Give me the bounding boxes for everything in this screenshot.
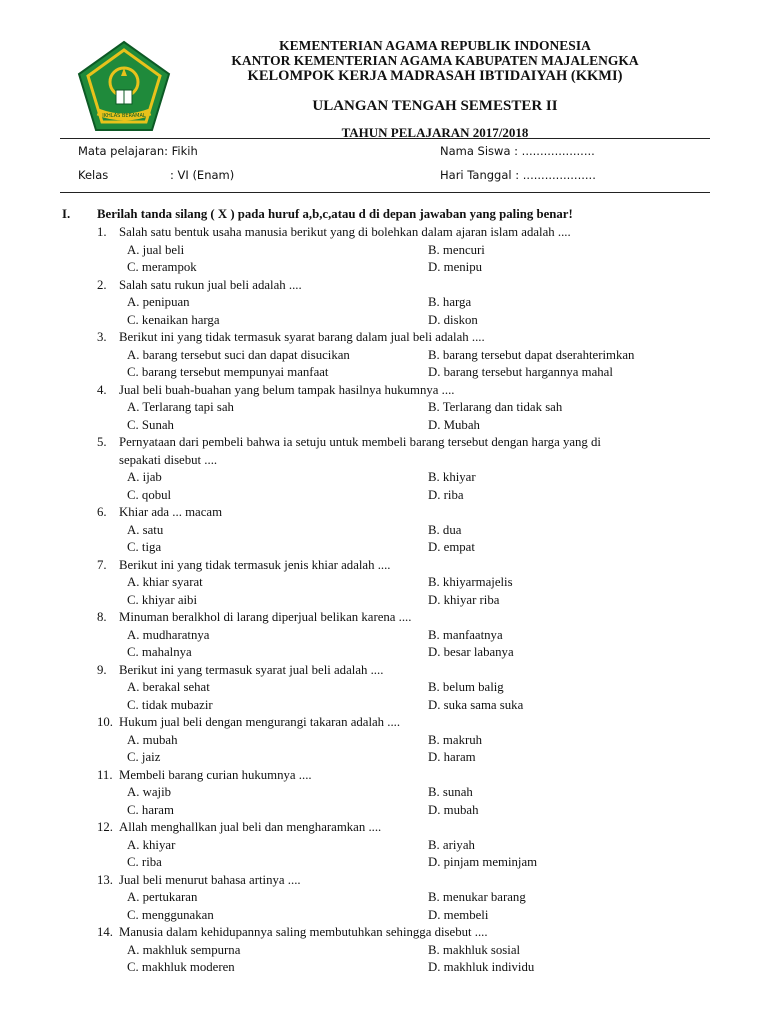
option-a[interactable]: A. pertukaran: [127, 890, 198, 904]
question-text: Jual beli menurut bahasa artinya ....: [119, 872, 301, 887]
class-label: Kelas: [78, 168, 109, 182]
class-value: : VI (Enam): [170, 168, 235, 182]
option-c[interactable]: C. tiga: [127, 540, 162, 554]
option-d[interactable]: D. besar labanya: [428, 645, 514, 659]
question-number: 7.: [97, 557, 107, 572]
option-row: [62, 854, 702, 872]
question-number: 6.: [97, 505, 107, 519]
option-row: [62, 889, 702, 907]
option-a[interactable]: A. penipuan: [127, 295, 190, 309]
option-c[interactable]: C. Sunah: [127, 417, 174, 432]
option-b[interactable]: B. manfaatnya: [428, 627, 503, 642]
academic-year: TAHUN PELAJARAN 2017/2018: [341, 125, 529, 140]
option-row: [62, 364, 702, 382]
question-number: 14.: [97, 925, 113, 939]
letterhead: [150, 38, 720, 141]
question-item: [62, 224, 702, 277]
option-d[interactable]: D. diskon: [428, 312, 478, 327]
question-text: Berikut ini yang tidak termasuk jenis khiar adalah ....: [119, 557, 391, 572]
header-line-1: KEMENTERIAN AGAMA REPUBLIK INDONESIA: [279, 38, 591, 53]
option-b[interactable]: B. belum balig: [428, 680, 504, 694]
option-d[interactable]: D. mubah: [428, 802, 479, 817]
question-text: Manusia dalam kehidupannya saling membutuhkan sehingga disebut ....: [119, 925, 488, 939]
question-item: [62, 714, 702, 767]
option-row: [62, 522, 702, 540]
option-b[interactable]: B. dua: [428, 522, 462, 537]
question-text: Berikut ini yang tidak termasuk syarat barang dalam jual beli adalah ....: [119, 330, 485, 344]
option-row: [62, 697, 702, 715]
student-name-field: Nama Siswa : ....................: [440, 144, 595, 158]
option-row: [62, 592, 702, 610]
question-number: 4.: [97, 382, 107, 397]
option-row: [62, 347, 702, 365]
question-item: [62, 434, 702, 504]
option-a[interactable]: A. khiyar: [127, 837, 176, 852]
option-row: [62, 802, 702, 820]
section-instruction: Berilah tanda silang ( X ) pada huruf a,b,c,atau d di depan jawaban yang paling benar!: [97, 207, 573, 221]
option-b[interactable]: B. barang tersebut dapat dserahterimkan: [428, 347, 635, 362]
option-row: [62, 259, 702, 277]
subject-field: Mata pelajaran: Fikih: [78, 144, 198, 158]
option-a[interactable]: A. jual beli: [127, 242, 185, 257]
question-item: [62, 662, 702, 715]
question-text-continued: sepakati disebut ....: [119, 452, 218, 467]
option-d[interactable]: D. Mubah: [428, 417, 480, 432]
option-row: [62, 242, 702, 260]
option-c[interactable]: C. makhluk moderen: [127, 960, 235, 974]
option-a[interactable]: A. makhluk sempurna: [127, 942, 241, 957]
question-text: Berikut ini yang termasuk syarat jual beli adalah ....: [119, 662, 384, 677]
question-text: Minuman beralkhol di larang diperjual belikan karena ....: [119, 610, 412, 624]
option-c[interactable]: C. qobul: [127, 487, 172, 502]
option-d[interactable]: D. khiyar riba: [428, 592, 500, 607]
question-number: 3.: [97, 330, 107, 344]
option-d[interactable]: D. barang tersebut hargannya mahal: [428, 365, 613, 379]
option-b[interactable]: B. sunah: [428, 785, 473, 799]
question-number: 10.: [97, 715, 113, 729]
question-text: Salah satu bentuk usaha manusia berikut yang di bolehkan dalam ajaran islam adalah ....: [119, 225, 571, 239]
option-d[interactable]: D. membeli: [428, 907, 489, 922]
option-c[interactable]: C. riba: [127, 855, 162, 869]
option-a[interactable]: A. berakal sehat: [127, 680, 210, 694]
option-c[interactable]: C. khiyar aibi: [127, 592, 198, 607]
option-b[interactable]: B. Terlarang dan tidak sah: [428, 400, 563, 414]
option-row: [62, 644, 702, 662]
question-number: 1.: [97, 225, 107, 239]
option-d[interactable]: D. haram: [428, 750, 476, 764]
option-row: [62, 942, 702, 960]
option-d[interactable]: D. menipu: [428, 260, 483, 274]
option-c[interactable]: C. merampok: [127, 260, 197, 274]
divider-bottom: [60, 192, 710, 193]
question-text: Pernyataan dari pembeli bahwa ia setuju untuk membeli barang tersebut dengan harga yang di: [119, 435, 601, 449]
question-item: [62, 609, 702, 662]
date-field: Hari Tanggal : ....................: [440, 168, 596, 182]
option-row: [62, 837, 702, 855]
option-row: [62, 627, 702, 645]
question-item: [62, 819, 702, 872]
question-number: 8.: [97, 610, 107, 624]
question-number: 5.: [97, 435, 107, 449]
option-c[interactable]: C. haram: [127, 802, 174, 817]
option-d[interactable]: D. makhluk individu: [428, 960, 535, 974]
question-number: 9.: [97, 662, 107, 677]
option-d[interactable]: D. riba: [428, 487, 464, 502]
question-number: 2.: [97, 277, 107, 292]
option-b[interactable]: B. khiyar: [428, 470, 476, 484]
option-b[interactable]: B. menukar barang: [428, 890, 526, 904]
option-c[interactable]: C. mahalnya: [127, 645, 192, 659]
question-item: [62, 557, 702, 610]
option-d[interactable]: D. suka sama suka: [428, 697, 524, 712]
option-row: [62, 784, 702, 802]
question-text: Salah satu rukun jual beli adalah ....: [119, 277, 302, 292]
question-text: Khiar ada ... macam: [119, 505, 223, 519]
question-number: 11.: [97, 767, 113, 782]
option-d[interactable]: D. empat: [428, 540, 475, 554]
option-a[interactable]: A. ijab: [127, 470, 162, 484]
question-text: Hukum jual beli dengan mengurangi takaran adalah ....: [119, 715, 401, 729]
question-item: [62, 329, 702, 382]
option-row: [62, 294, 702, 312]
option-row: [62, 469, 702, 487]
option-row: [62, 539, 702, 557]
question-item: [62, 767, 702, 820]
option-b[interactable]: B. khiyarmajelis: [428, 575, 513, 589]
option-a[interactable]: A. mudharatnya: [127, 627, 210, 642]
question-text: Allah menghallkan jual beli dan mengharamkan ....: [119, 820, 382, 834]
question-number: 13.: [97, 872, 113, 887]
option-row: [62, 679, 702, 697]
option-row: [62, 907, 702, 925]
question-text: Membeli barang curian hukumnya ....: [119, 767, 312, 782]
option-a[interactable]: A. khiar syarat: [127, 575, 203, 589]
option-c[interactable]: C. barang tersebut mempunyai manfaat: [127, 365, 329, 379]
logo-motto: IKHLAS BERAMAL: [102, 113, 146, 119]
header-line-2: KANTOR KEMENTERIAN AGAMA KABUPATEN MAJALENGKA: [231, 53, 639, 68]
question-list: [62, 224, 702, 977]
option-row: [62, 732, 702, 750]
option-a[interactable]: A. mubah: [127, 732, 178, 747]
option-d[interactable]: D. pinjam meminjam: [428, 855, 538, 869]
option-b[interactable]: B. makhluk sosial: [428, 942, 521, 957]
option-a[interactable]: A. barang tersebut suci dan dapat disucikan: [127, 347, 350, 362]
option-row: [62, 487, 702, 505]
option-row: [62, 749, 702, 767]
question-item: [62, 277, 702, 330]
option-a[interactable]: A. Terlarang tapi sah: [127, 400, 234, 414]
question-item: [62, 504, 702, 557]
option-row: [62, 574, 702, 592]
question-item: [62, 382, 702, 435]
option-row: [62, 399, 702, 417]
option-c[interactable]: C. menggunakan: [127, 907, 214, 922]
divider-top: [60, 138, 710, 139]
option-b[interactable]: B. ariyah: [428, 837, 475, 852]
option-a[interactable]: A. wajib: [127, 785, 172, 799]
option-b[interactable]: B. harga: [428, 295, 472, 309]
question-text: Jual beli buah-buahan yang belum tampak hasilnya hukumnya ....: [119, 382, 455, 397]
option-c[interactable]: C. kenaikan harga: [127, 312, 220, 327]
option-b[interactable]: B. makruh: [428, 732, 483, 747]
option-row: [62, 959, 702, 977]
option-c[interactable]: C. tidak mubazir: [127, 697, 213, 712]
exam-title: ULANGAN TENGAH SEMESTER II: [312, 98, 558, 114]
option-row: [62, 417, 702, 435]
option-b[interactable]: B. mencuri: [428, 242, 485, 257]
question-item: [62, 924, 702, 977]
option-row: [62, 312, 702, 330]
question-number: 12.: [97, 820, 113, 834]
option-c[interactable]: C. jaiz: [127, 750, 161, 764]
question-item: [62, 872, 702, 925]
section-number: I.: [62, 207, 71, 221]
header-line-3: KELOMPOK KERJA MADRASAH IBTIDAIYAH (KKMI): [247, 68, 623, 84]
option-a[interactable]: A. satu: [127, 522, 164, 537]
